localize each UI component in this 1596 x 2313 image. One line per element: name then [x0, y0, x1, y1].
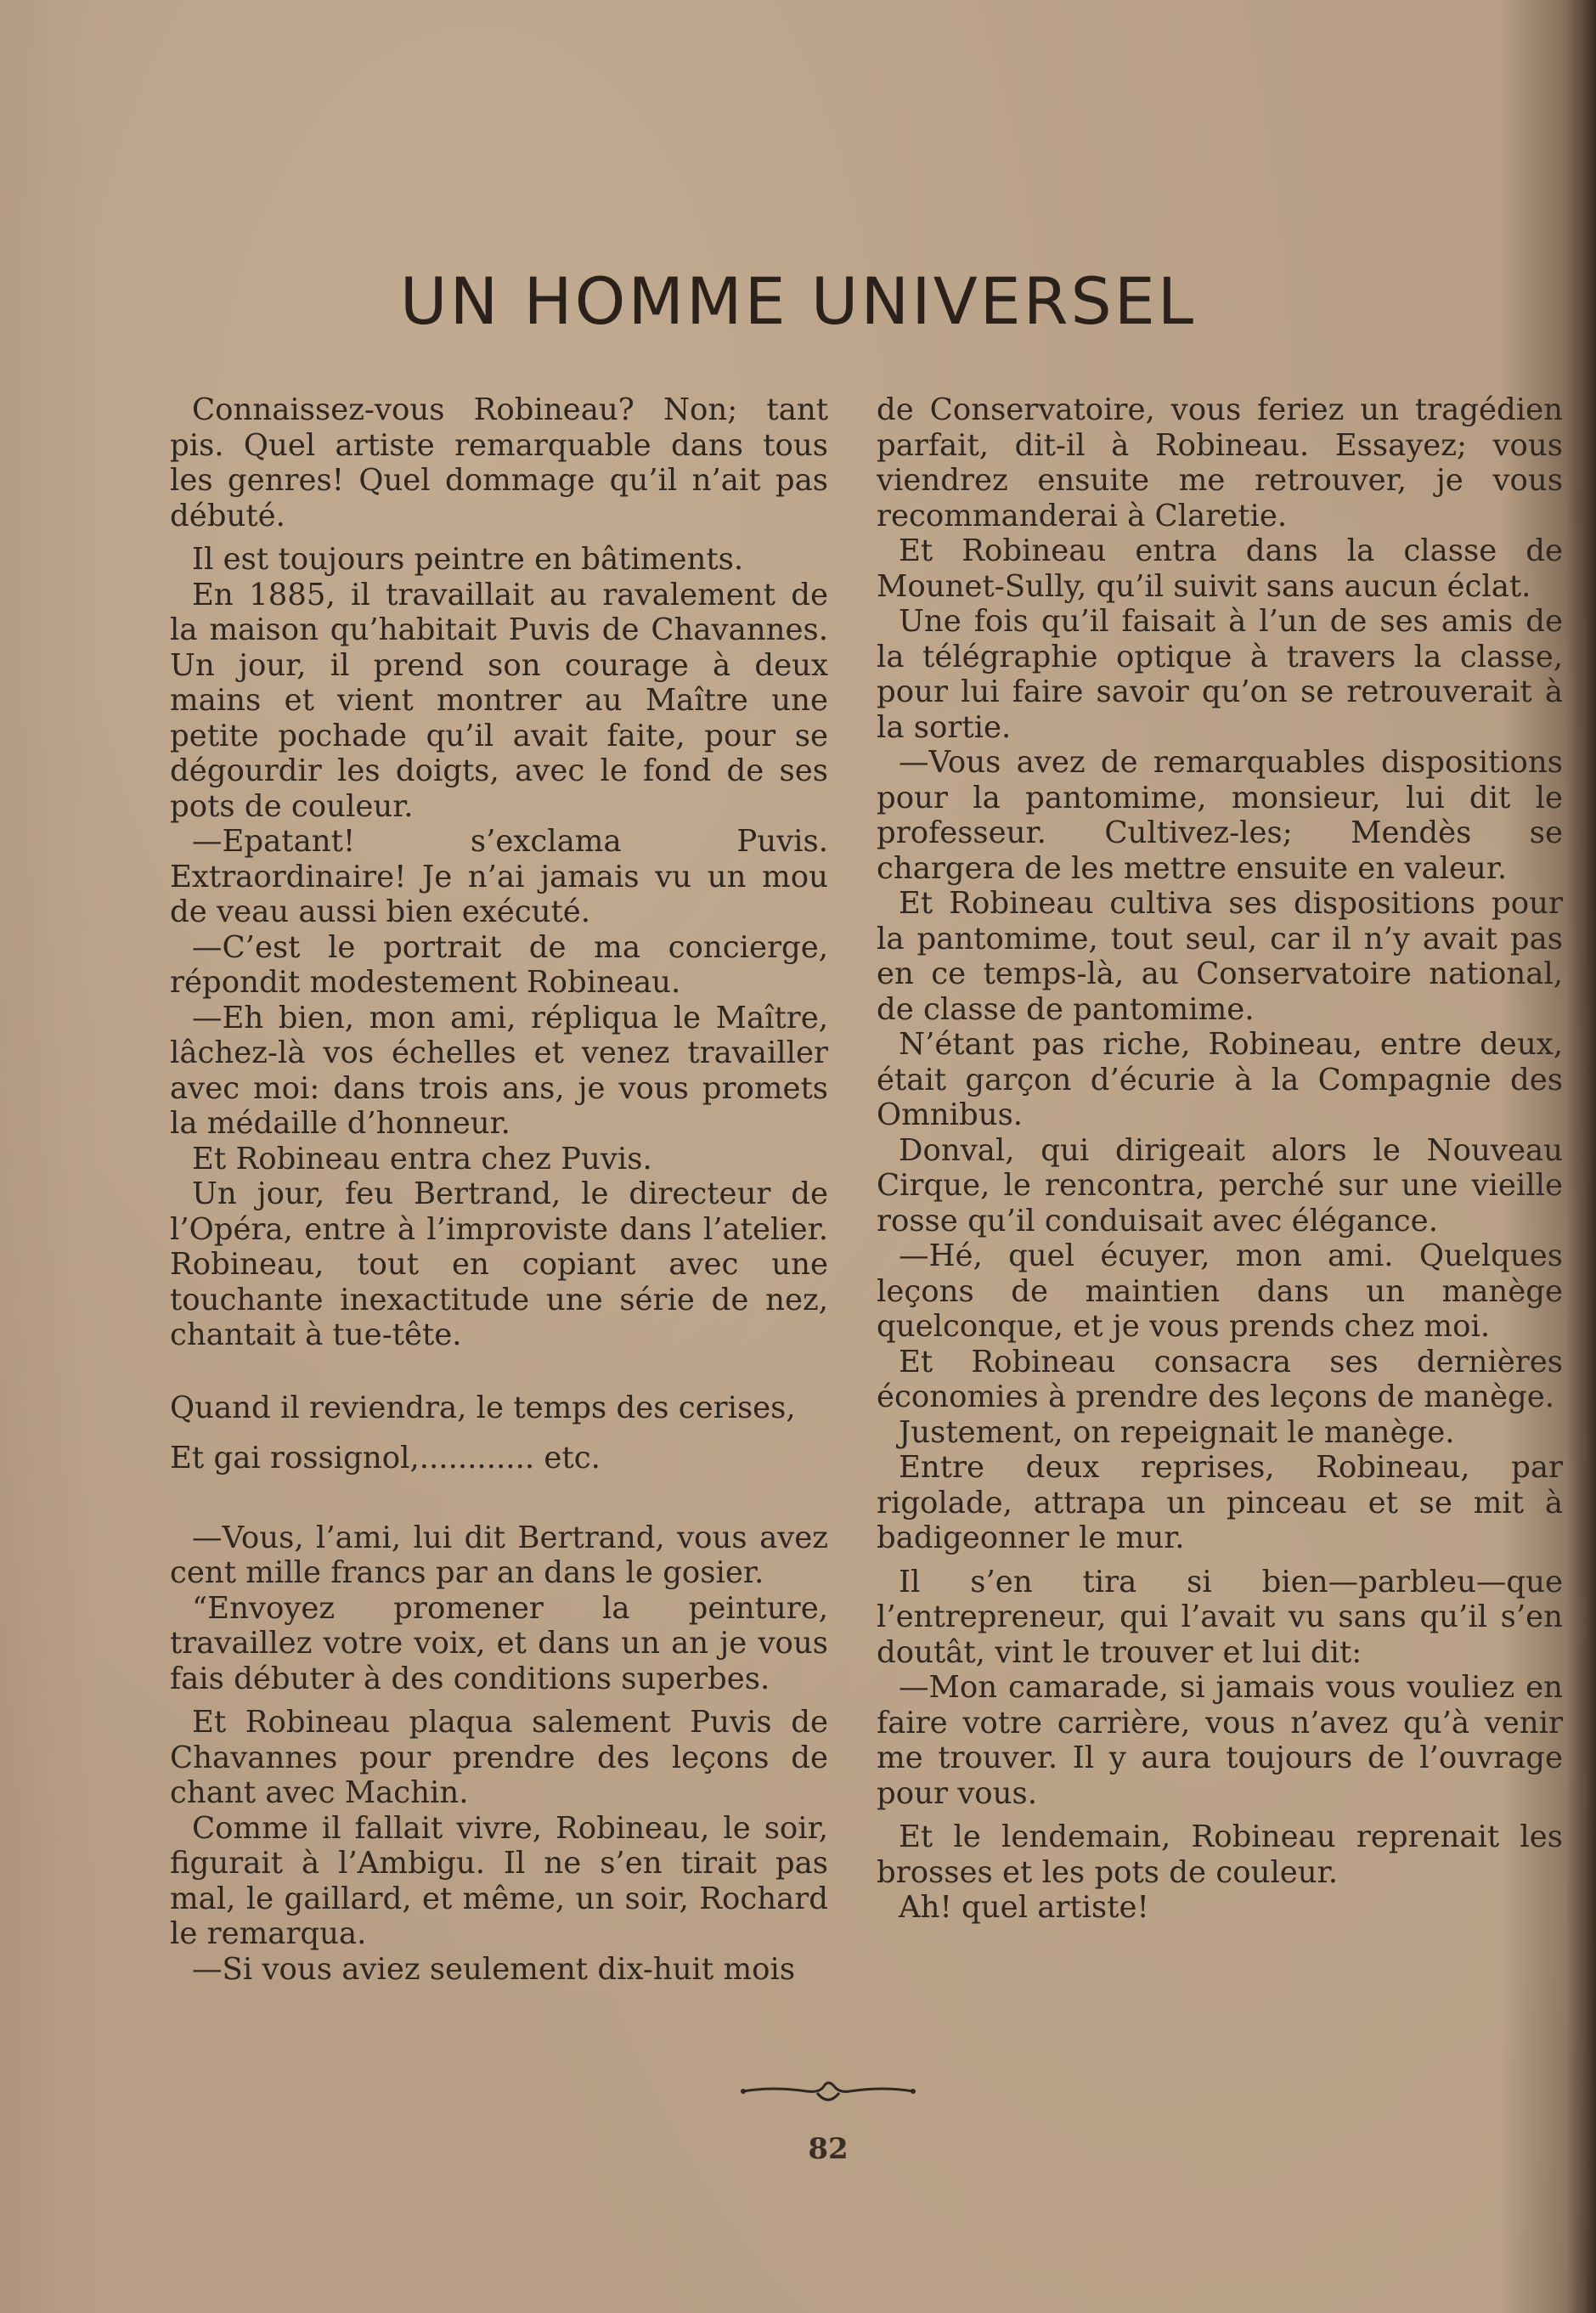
paragraph: N’étant pas riche, Robineau, entre deux, était garçon d’écurie à la Compagnie des Omnibus.: [877, 1027, 1563, 1132]
paragraph: Donval, qui dirigeait alors le Nouveau Cirque, le rencontra, perché sur une vieille rosse qu’il conduisait avec élégance.: [877, 1132, 1563, 1238]
right-column: [877, 392, 1563, 1926]
paragraph: Il est toujours peintre en bâtiments.: [192, 542, 744, 577]
paragraph: En 1885, il travaillait au ravalement de la maison qu’habitait Puvis de Chavannes. Un jour, il prend son courage à deux mains et vient montrer au Maître une petite pochade qu’il avait faite, pour se dégourdir les doigts, avec le fond de ses pots de couleur.: [170, 577, 828, 824]
page-title: UN HOMME UNIVERSEL: [399, 263, 1197, 339]
page-number: 82: [808, 2132, 849, 2166]
paragraph: —Epatant! s’exclama Puvis. Extraordinaire! Je n’ai jamais vu un mou de veau aussi bien exécuté.: [170, 824, 828, 929]
paragraph: —Mon camarade, si jamais vous vouliez en faire votre carrière, vous n’avez qu’à venir me trouver. Il y aura toujours de l’ouvrage pour vous.: [877, 1670, 1563, 1811]
paragraph: Une fois qu’il faisait à l’un de ses amis de la télégraphie optique à travers la classe, pour lui faire savoir qu’on se retrouverait à la sortie.: [877, 604, 1563, 745]
verse-line: Et gai rossignol,............ etc.: [170, 1441, 601, 1475]
paragraph: —Si vous aviez seulement dix-huit mois: [192, 1951, 796, 1987]
paragraph: Un jour, feu Bertrand, le directeur de l’Opéra, entre à l’improviste dans l’atelier. Robineau, tout en copiant avec une touchante inexactitude une série de nez, chantait à tue-tête.: [170, 1176, 828, 1352]
left-column: [170, 392, 828, 1987]
paragraph: —C’est le portrait de ma concierge, répondit modestement Robineau.: [170, 929, 828, 1000]
paragraph: —Vous avez de remarquables dispositions pour la pantomime, monsieur, lui dit le professeur. Cultivez-les; Mendès se chargera de les mettre ensuite en valeur.: [877, 745, 1563, 886]
paragraph: “Envoyez promener la peinture, travaillez votre voix, et dans un an je vous fais débuter à des conditions superbes.: [170, 1590, 828, 1696]
paragraph: Et le lendemain, Robineau reprenait les brosses et les pots de couleur.: [877, 1819, 1563, 1890]
paragraph: Et Robineau entra chez Puvis.: [192, 1141, 652, 1176]
paragraph: Connaissez-vous Robineau? Non; tant pis. Quel artiste remarquable dans tous les genres! Quel dommage qu’il n’ait pas débuté.: [170, 392, 828, 533]
paragraph: Ah! quel artiste!: [899, 1890, 1149, 1925]
paragraph: Et Robineau plaqua salement Puvis de Chavannes pour prendre des leçons de chant avec Machin.: [170, 1705, 828, 1810]
song-verse: [170, 1391, 828, 1476]
paragraph: Comme il fallait vivre, Robineau, le soir, figurait à l’Ambigu. Il ne s’en tirait pas mal, le gaillard, et même, un soir, Rochard le remarqua.: [170, 1810, 828, 1951]
paragraph: Il s’en tira si bien—parbleu—que l’entrepreneur, qui l’avait vu sans qu’il s’en doutât, vint le trouver et lui dit:: [877, 1564, 1563, 1670]
paragraph: Justement, on repeignait le manège.: [899, 1414, 1455, 1450]
paragraph: —Eh bien, mon ami, répliqua le Maître, lâchez-là vos échelles et venez travailler avec moi: dans trois ans, je vous promets la médaille d’honneur.: [170, 1000, 828, 1141]
verse-line: Quand il reviendra, le temps des cerises,: [170, 1390, 796, 1425]
paragraph: Et Robineau consacra ses dernières économies à prendre des leçons de manège.: [877, 1344, 1563, 1414]
paragraph: Et Robineau entra dans la classe de Mounet-Sully, qu’il suivit sans aucun éclat.: [877, 533, 1563, 604]
page-spine-shadow: [1565, 0, 1596, 2313]
ornament-divider-icon: [739, 2074, 917, 2108]
paragraph: Et Robineau cultiva ses dispositions pour la pantomime, tout seul, car il n’y avait pas en ce temps-là, au Conservatoire national, de classe de pantomime.: [877, 886, 1563, 1027]
paragraph: —Hé, quel écuyer, mon ami. Quelques leçons de maintien dans un manège quelconque, et je vous prends chez moi.: [877, 1238, 1563, 1344]
paragraph: —Vous, l’ami, lui dit Bertrand, vous avez cent mille francs par an dans le gosier.: [170, 1520, 828, 1590]
paragraph: Entre deux reprises, Robineau, par rigolade, attrapa un pinceau et se mit à badigeonner le mur.: [877, 1450, 1563, 1555]
paragraph: de Conservatoire, vous feriez un tragédien parfait, dit-il à Robineau. Essayez; vous viendrez ensuite me retrouver, je vous recommanderai à Claretie.: [877, 392, 1563, 533]
